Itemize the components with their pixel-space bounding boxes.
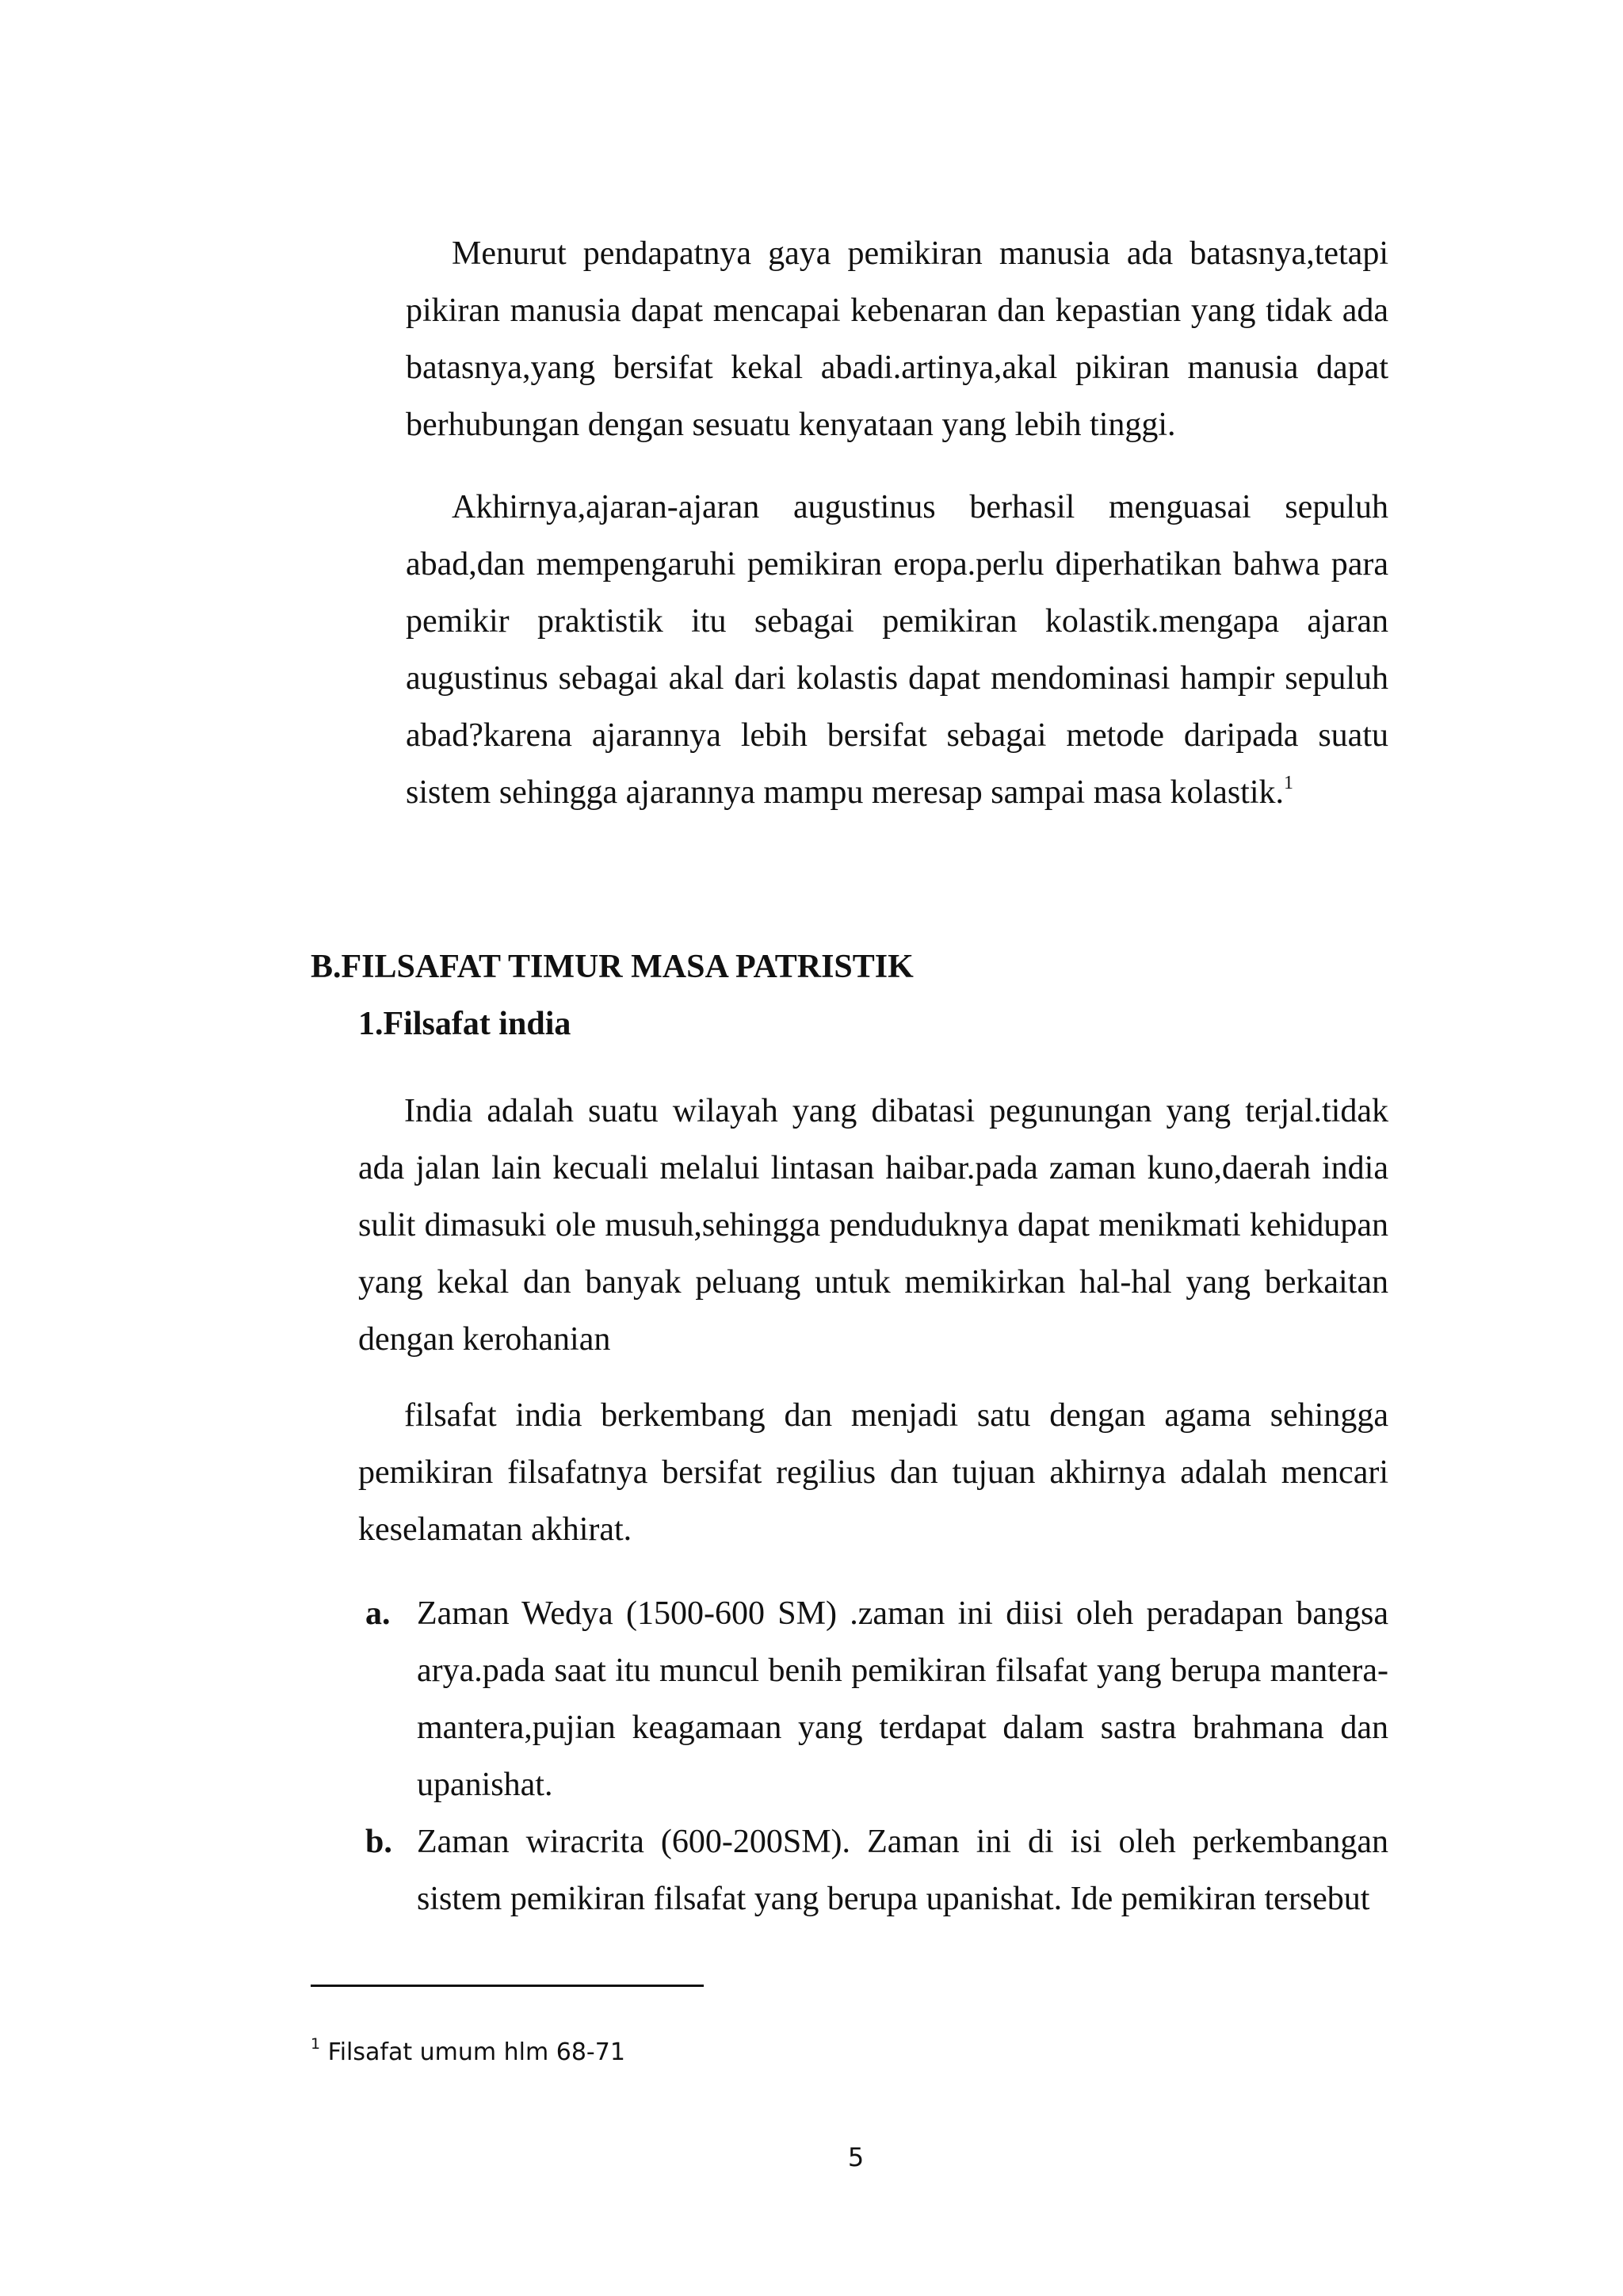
- paragraph-2-text: Akhirnya,ajaran-ajaran augustinus berhasil menguasai sepuluh abad,dan mempengaruhi pemikiran eropa.perlu diperhatikan bahwa para pemikir praktistik itu sebagai pemikiran kolastik.mengapa ajaran augustinus sebagai akal dari kolastis dapat mendominasi hampir sepuluh abad?karena ajarannya lebih bersifat sebagai metode daripada suatu sistem sehingga ajarannya mampu meresap sampai masa kolastik.: [406, 489, 1388, 811]
- list-marker: b.: [365, 1824, 392, 1860]
- paragraph-3: India adalah suatu wilayah yang dibatasi pegunungan yang terjal.tidak ada jalan lain kecuali melalui lintasan haibar.pada zaman kuno,daerah india sulit dimasuki ole musuh,sehingga penduduknya dapat menikmati kehidupan yang kekal dan banyak peluang untuk memikirkan hal-hal yang berkaitan dengan kerohanian: [358, 1093, 1388, 1358]
- list-item: [358, 1585, 1388, 1813]
- footnote-separator: [311, 1985, 704, 1987]
- list-item: [358, 1813, 1388, 1927]
- footnote-reference[interactable]: 1: [1284, 773, 1294, 793]
- era-list: [358, 1585, 1388, 1927]
- list-item-text: Zaman Wedya (1500-600 SM) .zaman ini diisi oleh peradapan bangsa arya.pada saat itu muncul benih pemikiran filsafat yang berupa mantera-mantera,pujian keagamaan yang terdapat dalam sastra brahmana dan upanishat.: [417, 1595, 1388, 1803]
- subsection-heading: 1.Filsafat india: [358, 1006, 571, 1042]
- page-number: 5: [847, 2142, 865, 2172]
- list-marker: a.: [365, 1595, 391, 1632]
- paragraph-2: [406, 479, 1388, 821]
- paragraph-1: [406, 225, 1388, 453]
- footnote-text: Filsafat umum hlm 68-71: [327, 2038, 625, 2066]
- footnote-number: 1: [311, 2035, 321, 2053]
- footnote: [311, 2037, 625, 2069]
- paragraph-4: filsafat india berkembang dan menjadi satu dengan agama sehingga pemikiran filsafatnya bersifat regilius dan tujuan akhirnya adalah mencari keselamatan akhirat.: [358, 1397, 1388, 1548]
- section-heading: B.FILSAFAT TIMUR MASA PATRISTIK: [311, 949, 914, 985]
- paragraph-1-text: Menurut pendapatnya gaya pemikiran manusia ada batasnya,tetapi pikiran manusia dapat mencapai kebenaran dan kepastian yang tidak ada batasnya,yang bersifat kekal abadi.artinya,akal pikiran manusia dapat berhubungan dengan sesuatu kenyataan yang lebih tinggi.: [406, 235, 1388, 443]
- list-item-text: Zaman wiracrita (600-200SM). Zaman ini di isi oleh perkembangan sistem pemikiran filsafat yang berupa upanishat. Ide pemikiran tersebut: [417, 1824, 1388, 1917]
